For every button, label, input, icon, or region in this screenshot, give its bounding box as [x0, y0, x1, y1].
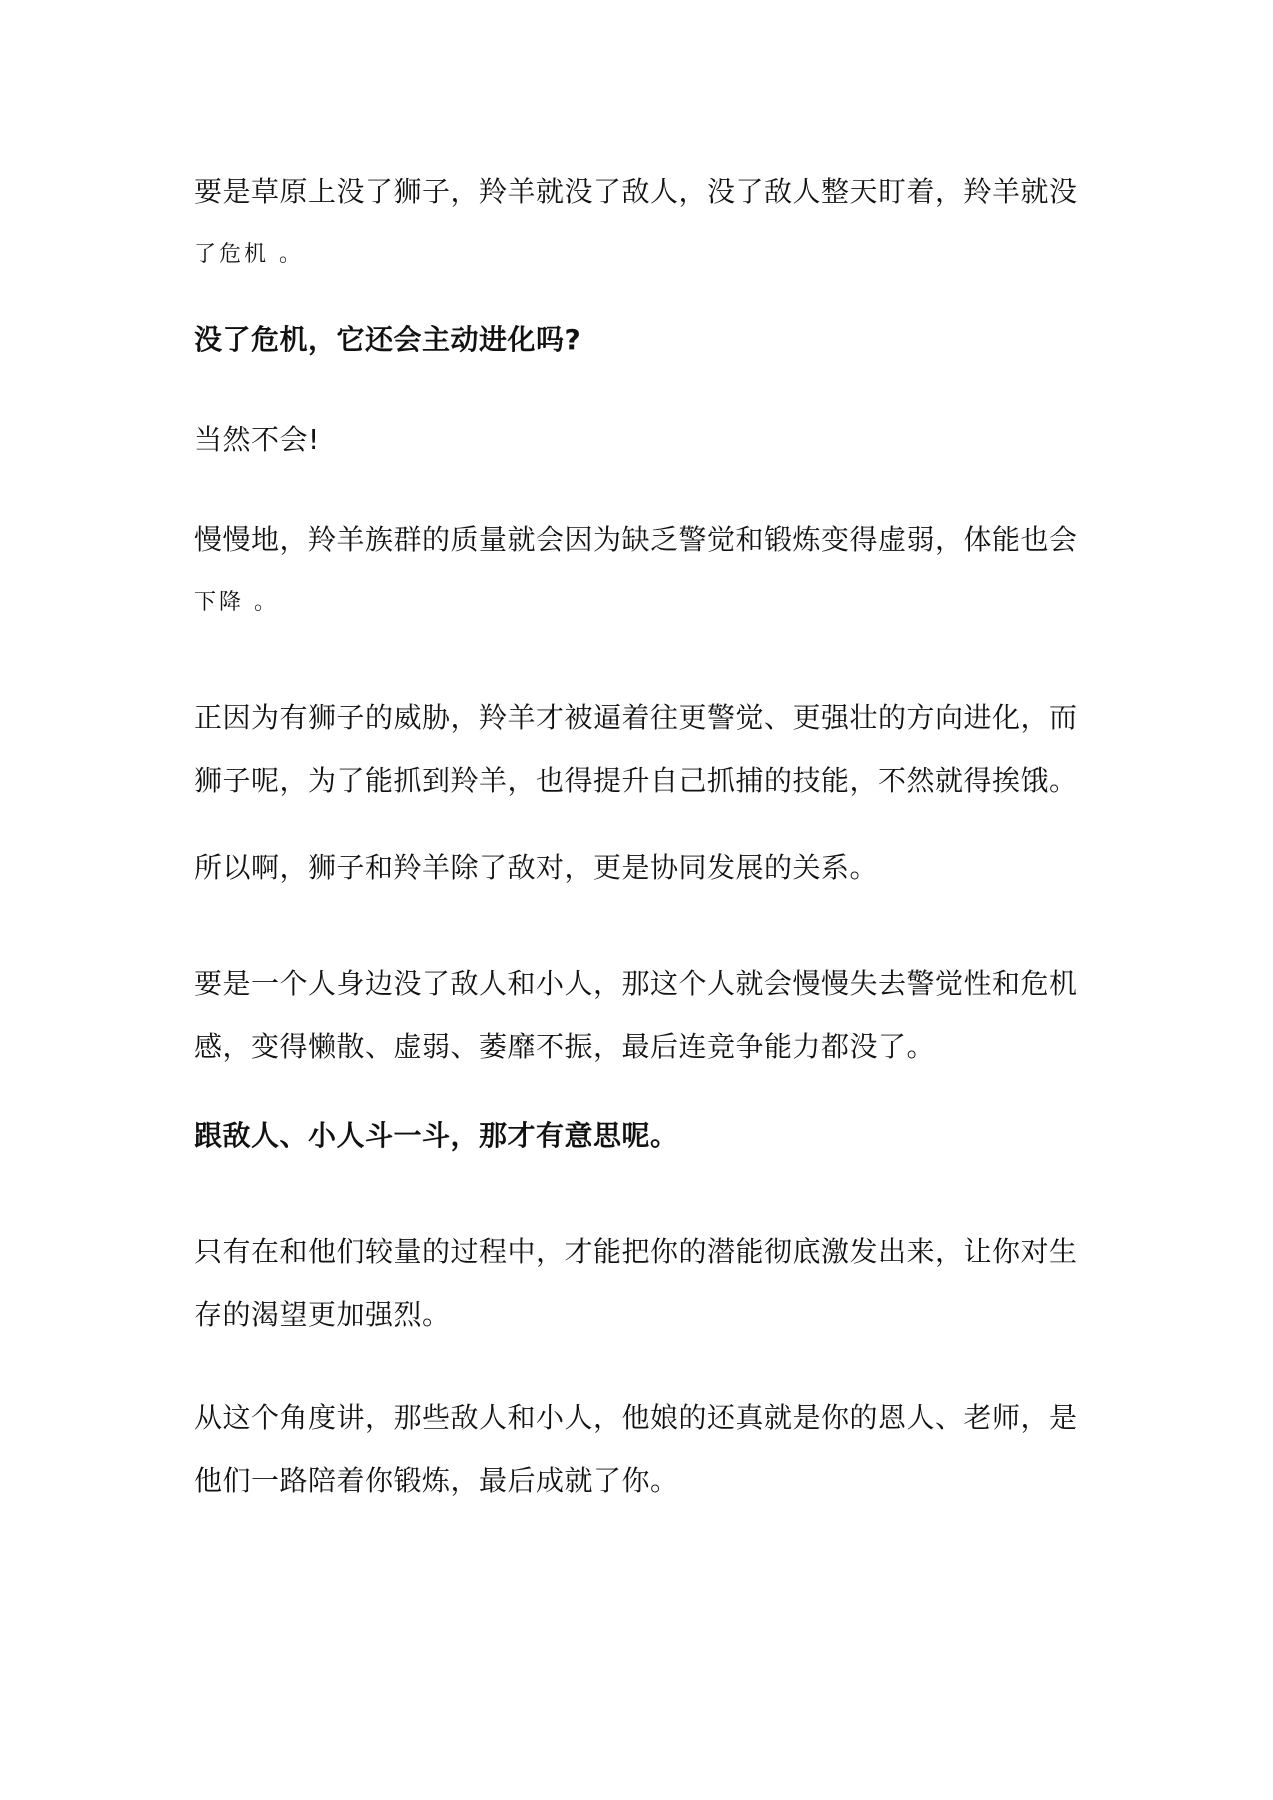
paragraph-2-heading	[194, 308, 1094, 371]
paragraph-6	[194, 836, 1094, 899]
paragraph-7	[194, 952, 1094, 1078]
paragraph-line: 所以啊，狮子和羚羊除了敌对，更是协同发展的关系。	[194, 851, 879, 884]
paragraph-10	[194, 1386, 1094, 1512]
paragraph-line: 当然不会!	[194, 423, 320, 456]
paragraph-3	[194, 408, 1094, 471]
paragraph-line: 了危机 。	[194, 242, 304, 267]
paragraph-line: 从这个角度讲，那些敌人和小人，他娘的还真就是你的恩人、老师，是	[194, 1401, 1078, 1434]
paragraph-line: 要是一个人身边没了敌人和小人，那这个人就会慢慢失去警觉性和危机	[194, 967, 1078, 1000]
paragraph-1	[194, 160, 1094, 286]
paragraph-line: 狮子呢，为了能抓到羚羊，也得提升自己抓捕的技能，不然就得挨饿。	[194, 764, 1078, 797]
paragraph-line: 跟敌人、小人斗一斗，那才有意思呢。	[194, 1119, 679, 1152]
paragraph-4	[194, 508, 1094, 634]
paragraph-line: 正因为有狮子的威胁，羚羊才被逼着往更警觉、更强壮的方向进化，而	[194, 701, 1078, 734]
paragraph-line: 没了危机，它还会主动进化吗?	[194, 323, 582, 356]
paragraph-line: 他们一路陪着你锻炼，最后成就了你。	[194, 1464, 679, 1497]
paragraph-line: 存的渴望更加强烈。	[194, 1298, 451, 1331]
paragraph-5	[194, 686, 1094, 812]
paragraph-line: 慢慢地，羚羊族群的质量就会因为缺乏警觉和锻炼变得虚弱，体能也会	[194, 523, 1078, 556]
paragraph-line: 要是草原上没了狮子，羚羊就没了敌人，没了敌人整天盯着，羚羊就没	[194, 175, 1078, 208]
paragraph-line: 感，变得懒散、虚弱、萎靡不振，最后连竞争能力都没了。	[194, 1030, 936, 1063]
paragraph-line: 只有在和他们较量的过程中，才能把你的潜能彻底激发出来，让你对生	[194, 1235, 1078, 1268]
paragraph-8-heading	[194, 1104, 1094, 1167]
paragraph-9	[194, 1220, 1094, 1346]
paragraph-line: 下降 。	[194, 590, 279, 615]
